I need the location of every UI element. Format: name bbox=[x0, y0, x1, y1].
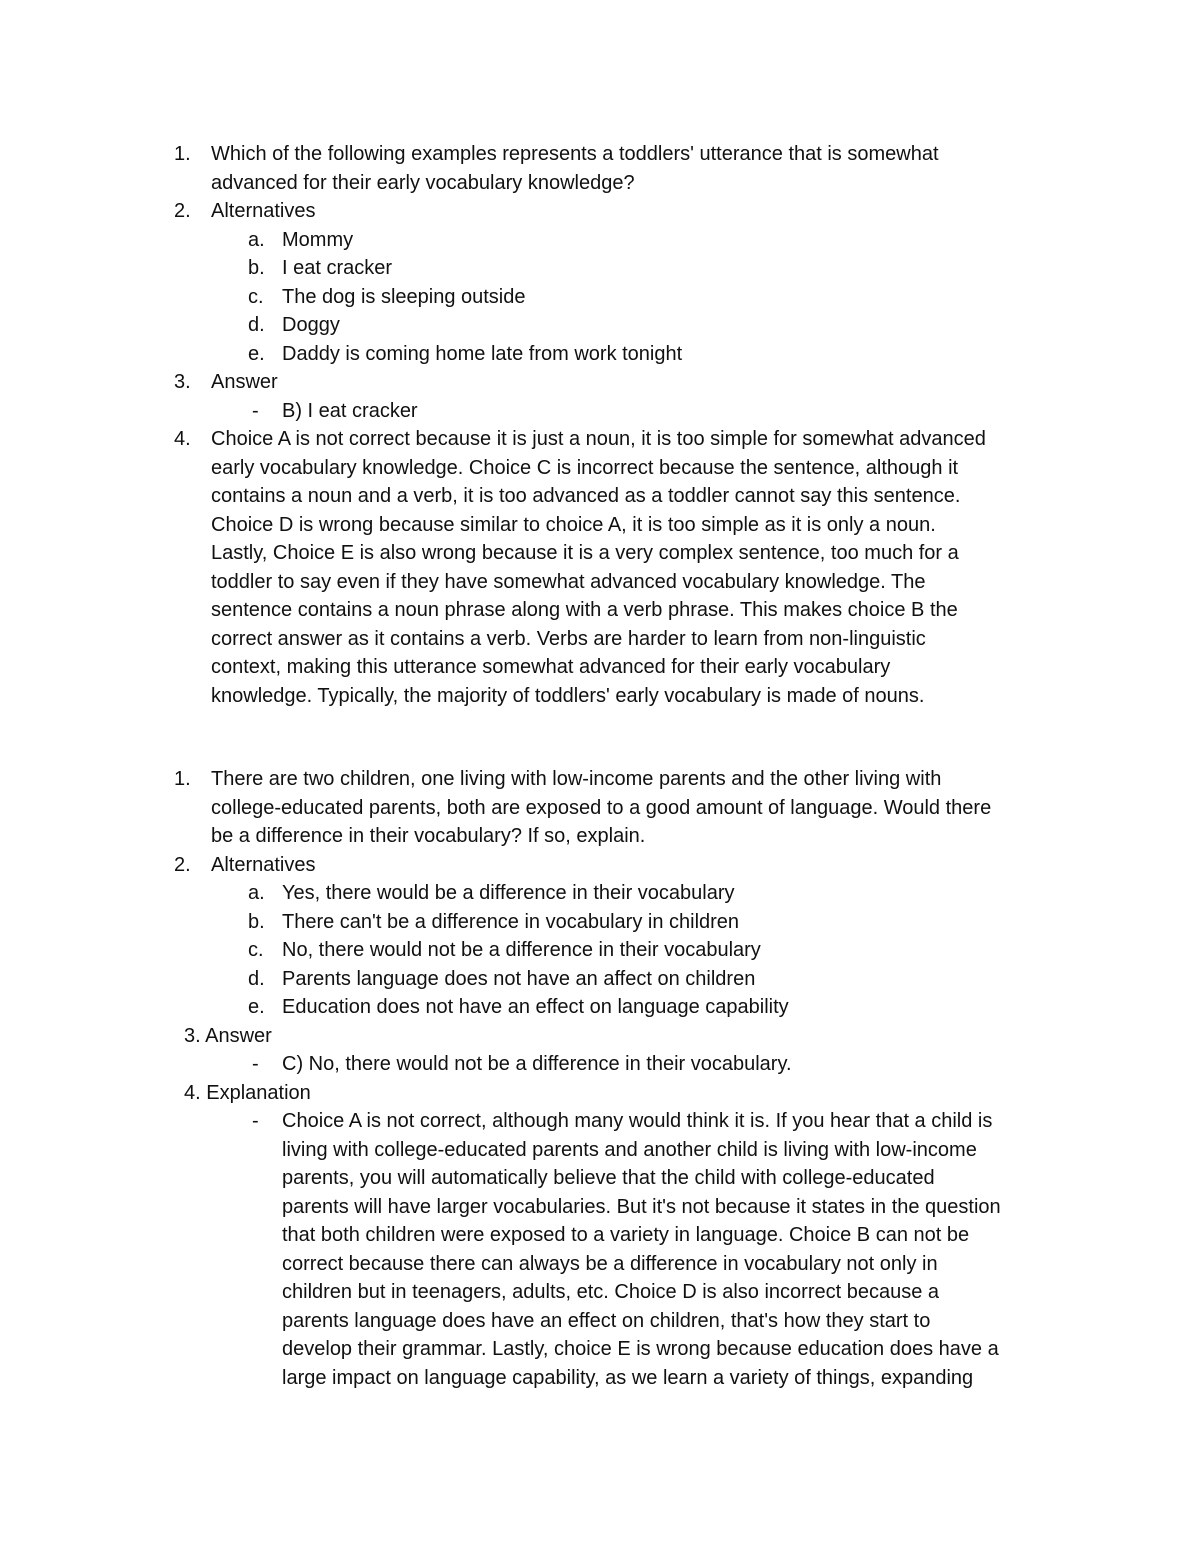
alternative-item bbox=[0, 936, 1200, 965]
explanation-line: large impact on language capability, as we learn a variety of things, expanding bbox=[282, 1366, 974, 1389]
answer-heading bbox=[0, 1022, 1200, 1051]
alternative-letter: d. bbox=[248, 314, 265, 336]
alternative-item bbox=[0, 311, 1200, 340]
list-number: 2. bbox=[174, 200, 191, 222]
alternative-text: Parents language does not have an affect on children bbox=[282, 967, 756, 990]
explanation-line: parents language does have an effect on children, that's how they start to bbox=[282, 1309, 931, 1332]
alternative-text: Daddy is coming home late from work tonight bbox=[282, 342, 683, 365]
list-number: 4. bbox=[174, 428, 191, 450]
alternative-letter: e. bbox=[248, 342, 265, 365]
question-2-item-cont bbox=[0, 822, 1200, 851]
explanation-line: correct answer as it contains a verb. Verbs are harder to learn from non-linguistic bbox=[211, 627, 926, 650]
explanation-paragraph bbox=[211, 454, 1071, 711]
explanation-heading bbox=[0, 1079, 1200, 1108]
alternative-letter: c. bbox=[248, 285, 264, 308]
explanation-line: contains a noun and a verb, it is too advanced as a toddler cannot say this sentence. bbox=[211, 485, 961, 507]
dash-bullet: - bbox=[252, 399, 259, 422]
alternative-text: No, there would not be a difference in their vocabulary bbox=[282, 939, 761, 961]
answer-label: Answer bbox=[205, 1024, 272, 1047]
alternative-item bbox=[0, 226, 1200, 255]
alternative-letter: d. bbox=[248, 967, 265, 990]
alternative-item bbox=[0, 340, 1200, 369]
alternatives-heading bbox=[0, 851, 1200, 880]
list-number: 1. bbox=[174, 143, 191, 165]
alternative-text: Education does not have an effect on language capability bbox=[282, 996, 789, 1018]
alternative-item bbox=[0, 993, 1200, 1022]
dash-bullet: - bbox=[252, 1053, 259, 1075]
answer-number: 3. bbox=[184, 1024, 201, 1047]
explanation-line: Lastly, Choice E is also wrong because it is a very complex sentence, too much for a bbox=[211, 542, 959, 564]
alternative-letter: c. bbox=[248, 939, 264, 961]
question-block-2 bbox=[0, 765, 1200, 1392]
question-text-line: There are two children, one living with low-income parents and the other living with bbox=[211, 768, 942, 790]
alternative-item bbox=[0, 965, 1200, 994]
explanation-line: early vocabulary knowledge. Choice C is incorrect because the sentence, although it bbox=[211, 456, 959, 479]
alternative-letter: b. bbox=[248, 257, 265, 279]
explanation-line: develop their grammar. Lastly, choice E is wrong because education does have a bbox=[282, 1338, 999, 1360]
explanation-line: correct because there can always be a difference in vocabulary not only in bbox=[282, 1252, 938, 1275]
alternative-text: I eat cracker bbox=[282, 257, 393, 279]
explanation-line: Choice D is wrong because similar to choice A, it is too simple as it is only a noun. bbox=[211, 513, 936, 536]
question-text-line: advanced for their early vocabulary knowledge? bbox=[211, 171, 635, 194]
question-text-line: be a difference in their vocabulary? If so, explain. bbox=[211, 825, 646, 847]
list-number bbox=[184, 1022, 272, 1051]
alternative-text: Yes, there would be a difference in their vocabulary bbox=[282, 882, 735, 904]
alternative-item bbox=[0, 908, 1200, 937]
answer-item bbox=[0, 1050, 1200, 1079]
explanation-paragraph bbox=[282, 1136, 1082, 1393]
answer-text: C) No, there would not be a difference in their vocabulary. bbox=[282, 1053, 792, 1075]
explanation-line: Choice A is not correct, although many would think it is. If you hear that a child is bbox=[282, 1110, 993, 1132]
question-text-line: college-educated parents, both are exposed to a good amount of language. Would there bbox=[211, 796, 992, 819]
question-1-item bbox=[0, 140, 1200, 169]
question-2-item bbox=[0, 765, 1200, 794]
list-number: 1. bbox=[174, 768, 191, 790]
list-number bbox=[184, 1079, 311, 1108]
alternative-letter: a. bbox=[248, 882, 265, 904]
explanation-line: that both children were exposed to a variety in language. Choice B can not be bbox=[282, 1224, 970, 1246]
question-2-item-cont bbox=[0, 794, 1200, 823]
alternative-letter: e. bbox=[248, 996, 265, 1018]
question-block-1 bbox=[0, 140, 1200, 710]
alternative-item bbox=[0, 283, 1200, 312]
alternatives-heading bbox=[0, 197, 1200, 226]
explanation-line: living with college-educated parents and another child is living with low-income bbox=[282, 1138, 977, 1161]
explanation-line: knowledge. Typically, the majority of toddlers' early vocabulary is made of nouns. bbox=[211, 684, 925, 707]
explanation-number: 4. bbox=[184, 1081, 201, 1104]
explanation-line: Choice A is not correct because it is just a noun, it is too simple for somewhat advanced bbox=[211, 428, 986, 450]
explanation-item bbox=[0, 1107, 1200, 1136]
explanation-line: children but in teenagers, adults, etc. Choice D is also incorrect because a bbox=[282, 1281, 940, 1303]
answer-text: B) I eat cracker bbox=[282, 399, 418, 422]
explanation-line: parents will have larger vocabularies. But it's not because it states in the question bbox=[282, 1195, 1001, 1218]
alternative-text: There can't be a difference in vocabulary in children bbox=[282, 910, 740, 933]
alternative-letter: a. bbox=[248, 228, 265, 251]
alternative-text: Doggy bbox=[282, 314, 340, 336]
explanation-item bbox=[0, 425, 1200, 454]
explanation-label: Explanation bbox=[206, 1081, 311, 1104]
question-text-line: Which of the following examples represents a toddlers' utterance that is somewhat bbox=[211, 143, 939, 165]
question-1-item-cont bbox=[0, 169, 1200, 198]
dash-bullet: - bbox=[252, 1110, 259, 1132]
alternative-text: The dog is sleeping outside bbox=[282, 285, 526, 308]
explanation-line: context, making this utterance somewhat advanced for their early vocabulary bbox=[211, 656, 891, 678]
list-number: 2. bbox=[174, 853, 191, 876]
answer-heading bbox=[0, 368, 1200, 397]
alternative-letter: b. bbox=[248, 910, 265, 933]
explanation-line: sentence contains a noun phrase along with a verb phrase. This makes choice B the bbox=[211, 599, 958, 621]
alternatives-label: Alternatives bbox=[211, 853, 316, 876]
alternative-item bbox=[0, 254, 1200, 283]
answer-item bbox=[0, 397, 1200, 426]
answer-label: Answer bbox=[211, 371, 278, 393]
alternative-item bbox=[0, 879, 1200, 908]
list-number: 3. bbox=[174, 371, 191, 393]
alternative-text: Mommy bbox=[282, 228, 354, 251]
alternatives-label: Alternatives bbox=[211, 200, 316, 222]
explanation-line: parents, you will automatically believe that the child with college-educated bbox=[282, 1167, 935, 1189]
explanation-line: toddler to say even if they have somewhat advanced vocabulary knowledge. The bbox=[211, 570, 926, 593]
